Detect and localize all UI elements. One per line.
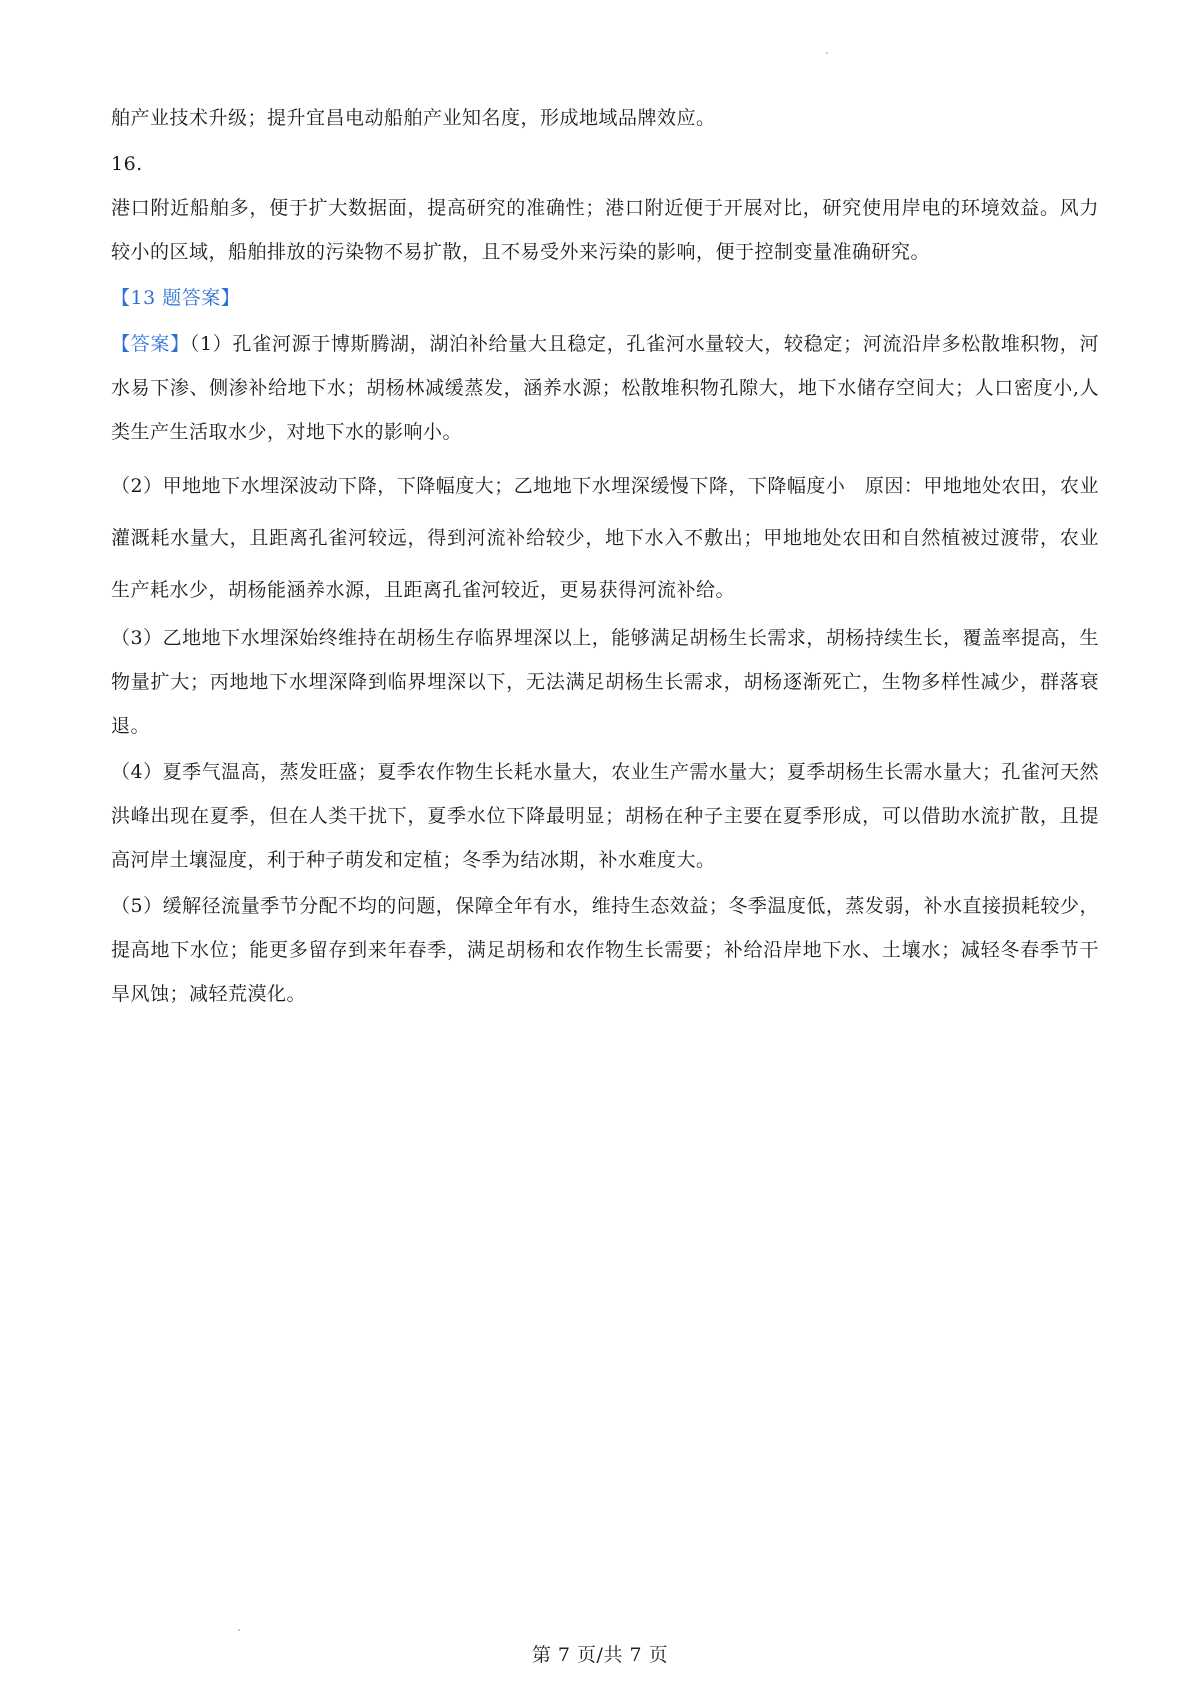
scan-speck: [826, 52, 828, 54]
scan-speck: [238, 1629, 240, 1631]
page-footer: 第 7 页/共 7 页: [531, 1644, 669, 1666]
answer-label: 【答案】: [111, 333, 190, 355]
answer-part-1-text: （1）孔雀河源于博斯腾湖，湖泊补给量大且稳定，孔雀河水量较大，较稳定；河流沿岸多松散堆积物，河水易下渗、侧渗补给地下水；胡杨林减缓蒸发，涵养水源；松散堆积物孔隙大，地下水储存空间大；人口密度小,人类生产生活取水少，对地下水的影响小。: [111, 333, 1099, 443]
answer-part-3: （3）乙地地下水埋深始终维持在胡杨生存临界埋深以上，能够满足胡杨生长需求，胡杨持续生长，覆盖率提高，生物量扩大；丙地地下水埋深降到临界埋深以下，无法满足胡杨生长需求，胡杨逐渐死亡，生物多样性减少，群落衰退。: [111, 627, 1099, 737]
answer-part-2: （2）甲地地下水埋深波动下降，下降幅度大；乙地地下水埋深缓慢下降，下降幅度小 原因：甲地地处农田，农业灌溉耗水量大，且距离孔雀河较远，得到河流补给较少，地下水入不敷出；甲地地处农田和自然植被过渡带，农业生产耗水少，胡杨能涵养水源，且距离孔雀河较近，更易获得河流补给。: [111, 475, 1099, 601]
question-16-number: 16.: [111, 153, 143, 175]
answer-part-5: （5）缓解径流量季节分配不均的问题，保障全年有水，维持生态效益；冬季温度低，蒸发弱，补水直接损耗较少，提高地下水位；能更多留存到来年春季，满足胡杨和农作物生长需要；补给沿岸地下水、土壤水；减轻冬春季节干旱风蚀；减轻荒漠化。: [111, 895, 1099, 1005]
question-13-header: 【13 题答案】: [111, 287, 241, 309]
page-content: [111, 96, 1099, 1016]
answer-part-1: [111, 322, 1099, 454]
question-16-answer: 港口附近船舶多，便于扩大数据面，提高研究的准确性；港口附近便于开展对比，研究使用岸电的环境效益。风力较小的区域，船舶排放的污染物不易扩散，且不易受外来污染的影响，便于控制变量准确研究。: [111, 197, 1099, 263]
continuation-paragraph: 舶产业技术升级；提升宜昌电动船舶产业知名度，形成地域品牌效应。: [111, 107, 716, 129]
answer-part-4: （4）夏季气温高，蒸发旺盛；夏季农作物生长耗水量大，农业生产需水量大；夏季胡杨生长需水量大；孔雀河天然洪峰出现在夏季，但在人类干扰下，夏季水位下降最明显；胡杨在种子主要在夏季形成，可以借助水流扩散，且提高河岸土壤湿度，利于种子萌发和定植；冬季为结冰期，补水难度大。: [111, 761, 1099, 871]
